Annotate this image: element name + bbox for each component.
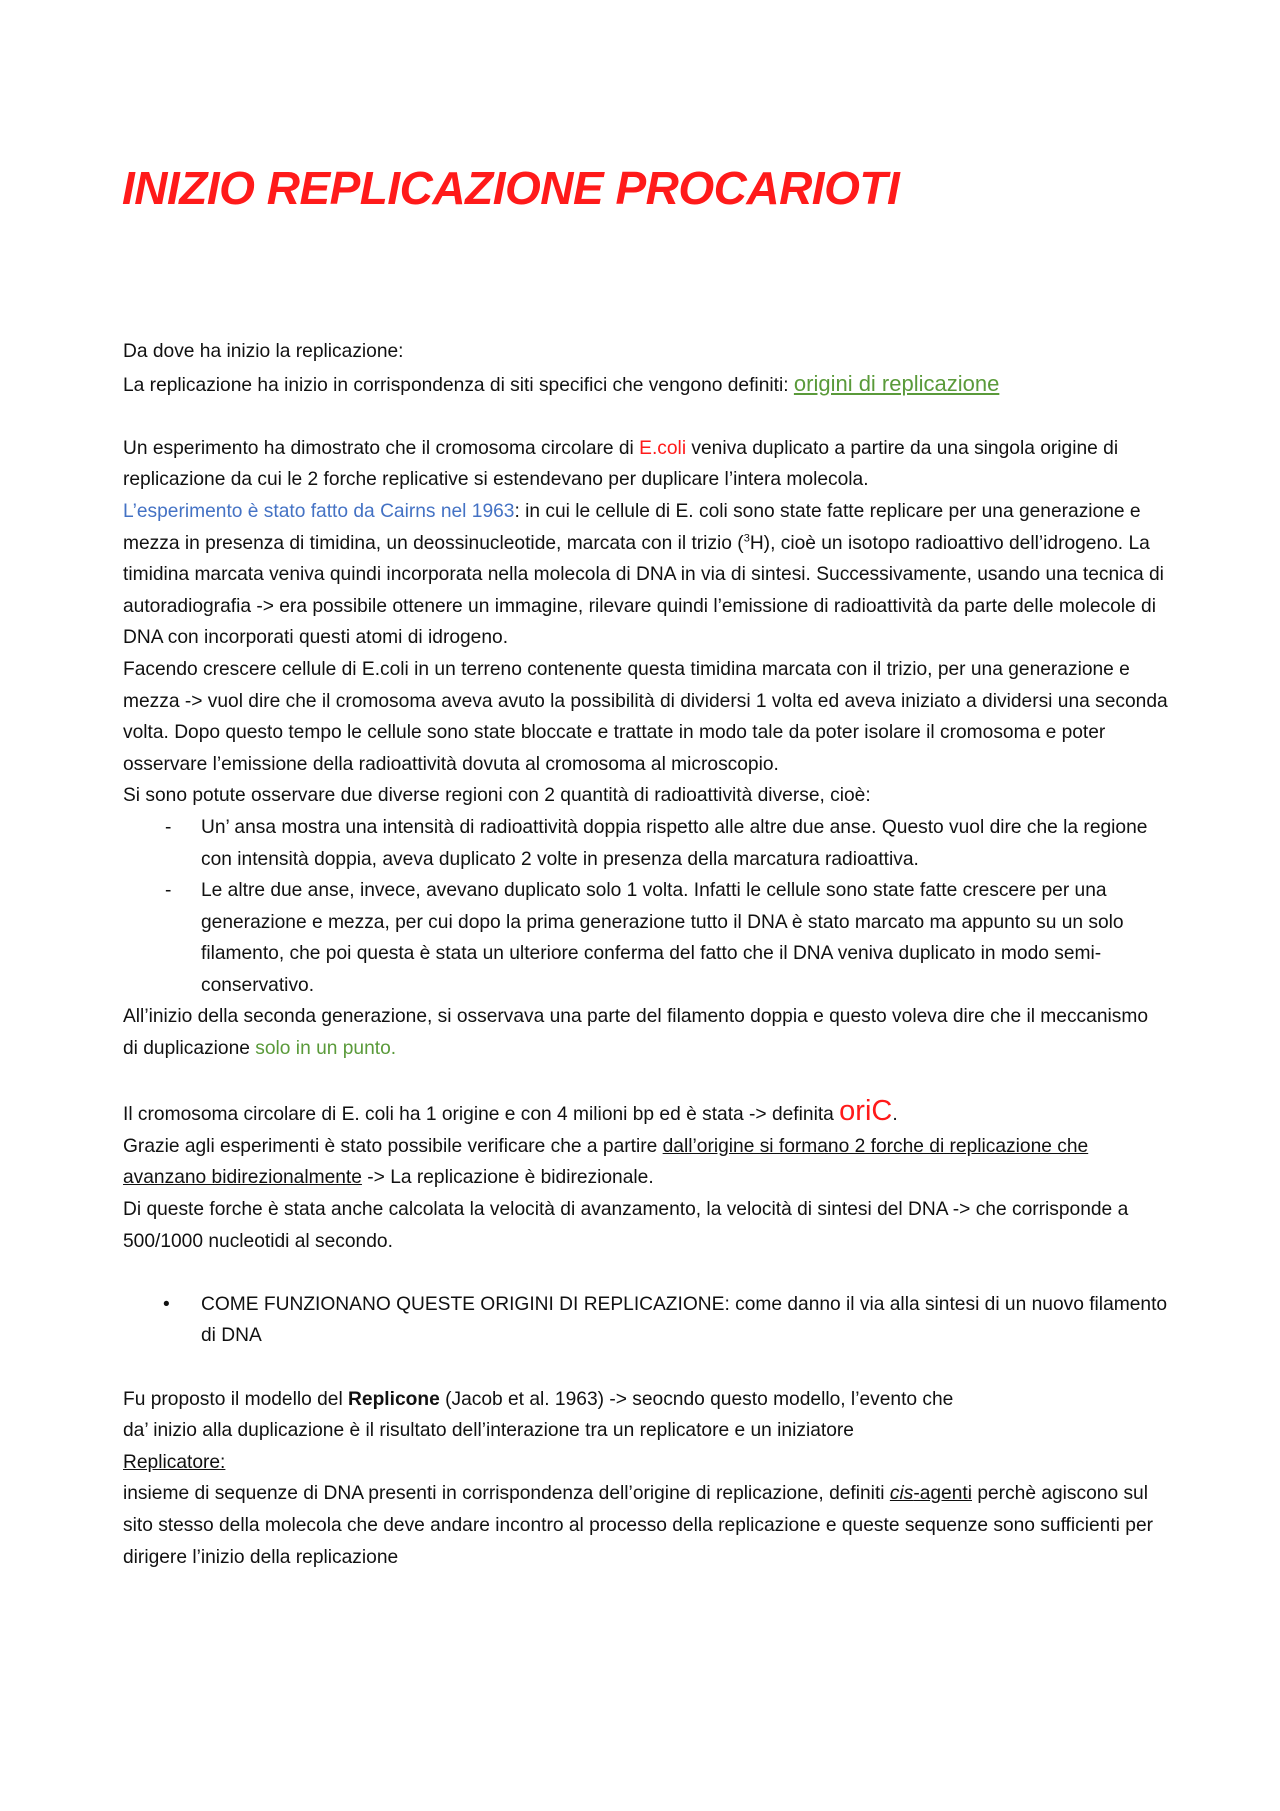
paragraph-replicone: Fu proposto il modello del Replicone (Jacob et al. 1963) -> seocndo questo modello, l’evento che — [123, 1388, 954, 1410]
replicatore-heading: Replicatore: — [123, 1451, 226, 1473]
cis-agenti-term: cis-agenti — [889, 1483, 972, 1505]
isotope-superscript: 3 — [743, 532, 750, 545]
bidirectional-underline: dall’origine si formano 2 forche di replicazione che avanzano bidirezionalmente — [123, 1135, 1089, 1189]
paragraph-regions: Si sono potute osservare due diverse regioni con 2 quantità di radioattività diverse, cioè: — [123, 785, 871, 807]
ecoli-highlight: E.coli — [639, 437, 687, 459]
cairns-highlight: L’esperimento è stato fatto da Cairns nel 1963 — [123, 500, 515, 522]
replicone-bold: Replicone — [348, 1388, 440, 1410]
solo-punto-highlight: solo in un punto. — [255, 1038, 397, 1060]
paragraph-growth: Facendo crescere cellule di E.coli in un terreno contenente questa timidina marcata con il trizio, per una generazione e mezza -> vuol dire che il cromosoma aveva avuto la possibilità di dividersi 1 volta ed aveva iniziato a dividersi una seconda volta. Dopo questo tempo le cellule sono state bloccate e trattate in modo tale da poter isolare il cromosoma e poter osservare l’emissione della radioattività dovuta al cromosoma al microscopio. — [123, 658, 1168, 775]
paragraph-experiment: Un esperimento ha dimostrato che il cromosoma circolare di E.coli veniva duplicato a partire da una singola origine di replicazione da cui le 2 forche replicative si estendevano per duplicare l’intera molecola. — [123, 437, 1119, 491]
paragraph-bidirectional: Grazie agli esperimenti è stato possibile verificare che a partire dall’origine si formano 2 forche di replicazione che avanzano bidirezionalmente -> La replicazione è bidirezionale. — [123, 1135, 1089, 1189]
paragraph-oric: Il cromosoma circolare di E. coli ha 1 origine e con 4 milioni bp ed è stata -> definita oriC. — [123, 1095, 898, 1128]
paragraph-replicatore: insieme di sequenze di DNA presenti in corrispondenza dell’origine di replicazione, definiti cis-agenti perchè agiscono sul sito stesso della molecola che deve andare incontro al processo della replicazione e queste sequenze sono sufficienti per dirigere l’inizio della replicazione — [123, 1483, 1154, 1568]
document-body — [123, 336, 1168, 1573]
list-item: - Un’ ansa mostra una intensità di radioattività doppia rispetto alle altre due anse. Questo vuol dire che la regione con intensità doppia, aveva duplicato 2 volte in presenza della marcatura radioattiva. — [123, 812, 1168, 875]
list-item: • COME FUNZIONANO QUESTE ORIGINI DI REPLICAZIONE: come danno il via alla sintesi di un nuovo filamento di DNA — [123, 1289, 1168, 1352]
origini-link[interactable]: origini di replicazione — [793, 370, 1000, 396]
paragraph-second-generation: All’inizio della seconda generazione, si osservava una parte del filamento doppia e questo voleva dire che il meccanismo di duplicazione solo in un punto. — [123, 1006, 1148, 1060]
paragraph-origins: La replicazione ha inizio in corrispondenza di siti specifici che vengono definiti: origini di replicazione — [123, 370, 1000, 396]
bullet-list — [123, 1289, 1168, 1352]
dash-list — [123, 812, 1168, 1002]
paragraph-question: Da dove ha inizio la replicazione: — [123, 341, 404, 362]
paragraph-speed: Di queste forche è stata anche calcolata la velocità di avanzamento, la velocità di sintesi del DNA -> che corrisponde a 500/1000 nucleotidi al secondo. — [123, 1199, 1129, 1252]
paragraph-replicone-2: da’ inizio alla duplicazione è il risultato dell’interazione tra un replicatore e un iniziatore — [123, 1420, 854, 1442]
paragraph-cairns: L’esperimento è stato fatto da Cairns nel 1963: in cui le cellule di E. coli sono state fatte replicare per una generazione e mezza in presenza di timidina, un deossinucleotide, marcata con il trizio ($^3$H), cioè un isotopo radioattivo dell’idrogeno. La timidina marcata veniva quindi incorporata nella molecola di DNA in via di sintesi. Successivamente, usando una tecnica di autoradiografia -> era possibile ottenere un immagine, rilevare quindi l’emissione di radioattività da parte delle molecole di DNA con incorporati questi atomi di idrogeno. — [123, 500, 1164, 649]
oric-highlight: oriC — [839, 1095, 893, 1128]
list-item: - Le altre due anse, invece, avevano duplicato solo 1 volta. Infatti le cellule sono state fatte crescere per una generazione e mezza, per cui dopo la prima generazione tutto il DNA è stato marcato ma appunto su un solo filamento, che poi questa è stata un ulteriore conferma del fatto che il DNA veniva duplicato in modo semi-conservativo. — [123, 875, 1168, 1001]
document-title: INIZIO REPLICAZIONE PROCARIOTI — [122, 162, 900, 214]
